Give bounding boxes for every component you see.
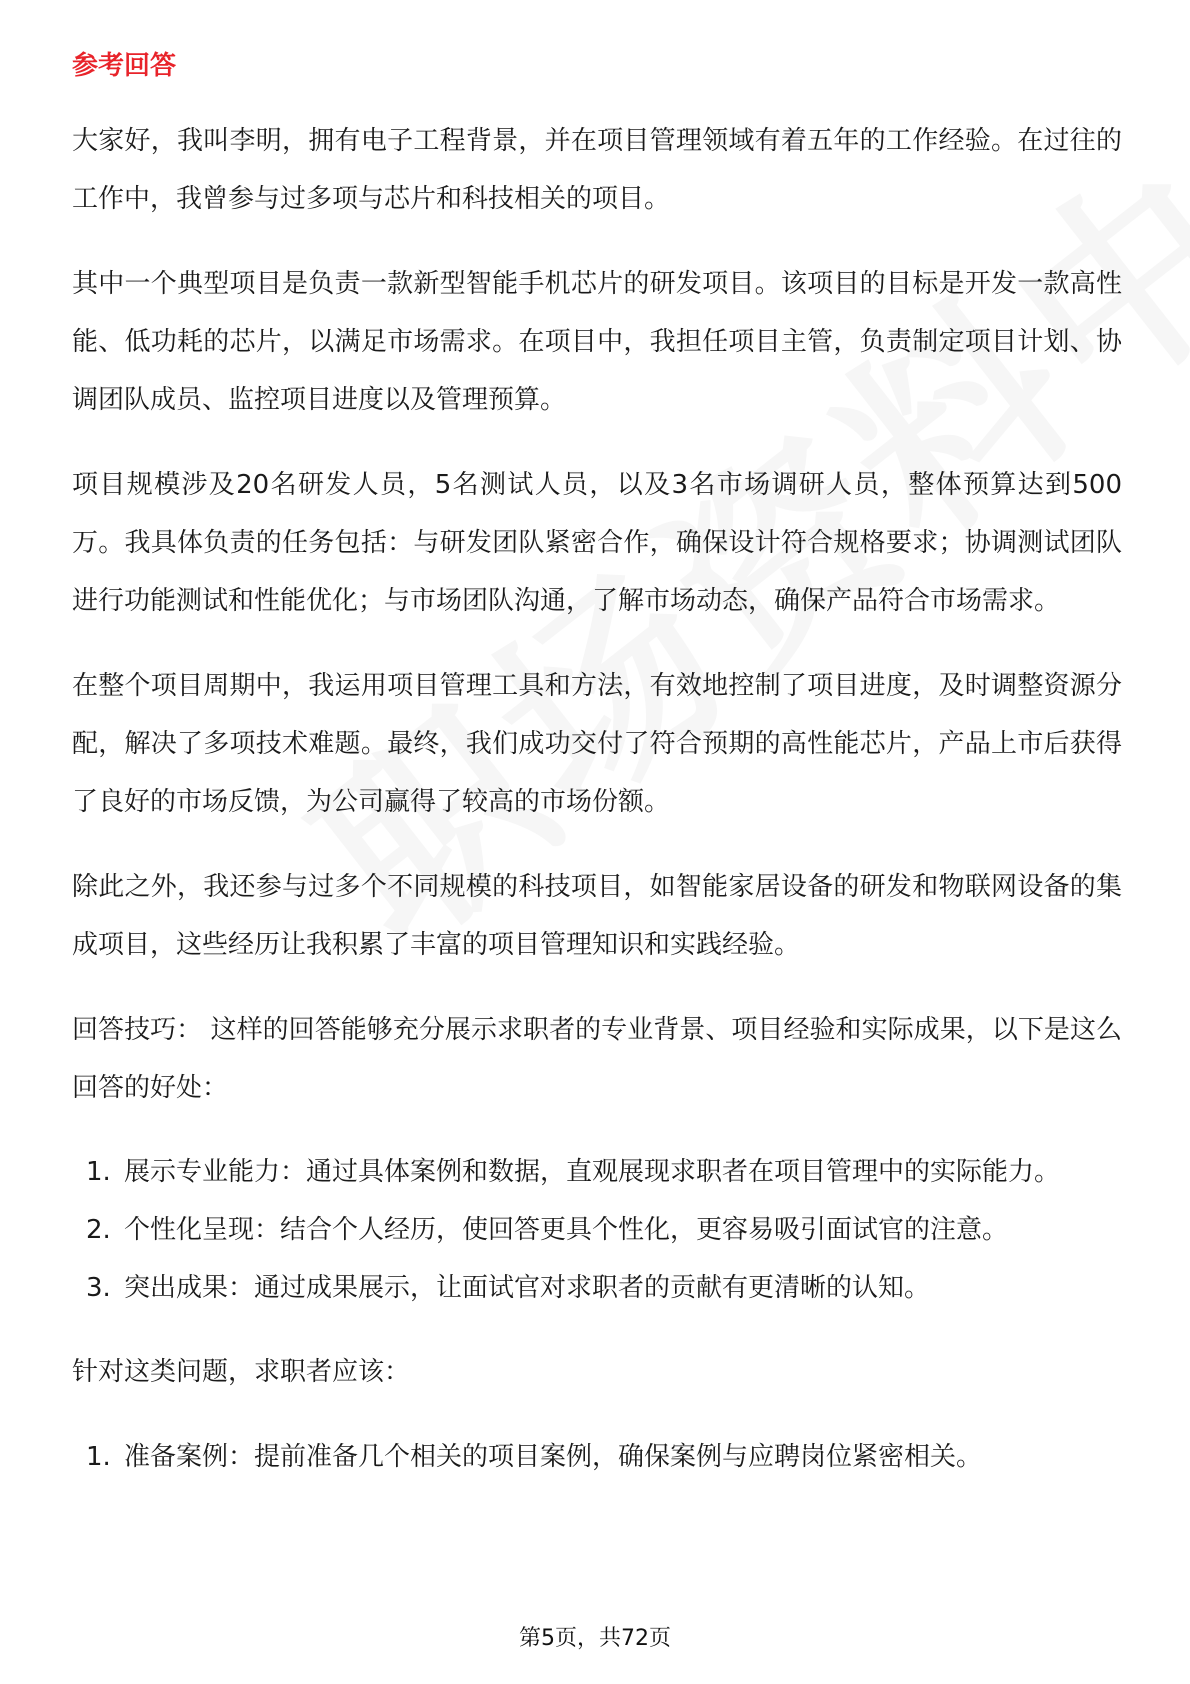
paragraph: 在整个项目周期中，我运用项目管理工具和方法，有效地控制了项目进度，及时调整资源分配，解决了多项技术难题。最终，我们成功交付了符合预期的高性能芯片，产品上市后获得了良好的市场反馈，为公司赢得了较高的市场份额。	[72, 671, 1122, 817]
advice-list	[72, 1428, 1122, 1486]
paragraph: 大家好，我叫李明，拥有电子工程背景，并在项目管理领域有着五年的工作经验。在过往的工作中，我曾参与过多项与芯片和科技相关的项目。	[72, 126, 1122, 214]
section-title: 参考回答	[72, 51, 177, 81]
list-number: 1.	[86, 1157, 111, 1187]
list-text: 个性化呈现：结合个人经历，使回答更具个性化，更容易吸引面试官的注意。	[124, 1215, 1009, 1245]
paragraph: 其中一个典型项目是负责一款新型智能手机芯片的研发项目。该项目的目标是开发一款高性能、低功耗的芯片，以满足市场需求。在项目中，我担任项目主管，负责制定项目计划、协调团队成员、监控项目进度以及管理预算。	[72, 269, 1122, 415]
list-item	[72, 1201, 1122, 1259]
advice-intro: 针对这类问题，求职者应该：	[72, 1357, 411, 1387]
list-text: 突出成果：通过成果展示，让面试官对求职者的贡献有更清晰的认知。	[124, 1273, 931, 1303]
list-text: 展示专业能力：通过具体案例和数据，直观展现求职者在项目管理中的实际能力。	[124, 1157, 1061, 1187]
list-item	[72, 1428, 1122, 1486]
list-number: 3.	[86, 1273, 111, 1303]
list-text: 准备案例：提前准备几个相关的项目案例，确保案例与应聘岗位紧密相关。	[124, 1442, 983, 1472]
list-number: 1.	[86, 1442, 111, 1472]
paragraph: 项目规模涉及20名研发人员，5名测试人员，以及3名市场调研人员，整体预算达到500万。我具体负责的任务包括：与研发团队紧密合作，确保设计符合规格要求；协调测试团队进行功能测试和性能优化；与市场团队沟通，了解市场动态，确保产品符合市场需求。	[72, 470, 1122, 616]
list-number: 2.	[86, 1215, 111, 1245]
page-footer: 第5页，共72页	[519, 1626, 671, 1651]
list-item	[72, 1143, 1122, 1201]
list-item	[72, 1259, 1122, 1317]
paragraph: 除此之外，我还参与过多个不同规模的科技项目，如智能家居设备的研发和物联网设备的集成项目，这些经历让我积累了丰富的项目管理知识和实践经验。	[72, 872, 1122, 960]
tips-intro: 回答技巧： 这样的回答能够充分展示求职者的专业背景、项目经验和实际成果，以下是这么回答的好处：	[72, 1015, 1122, 1103]
content	[72, 46, 1122, 1512]
tips-list	[72, 1143, 1122, 1317]
